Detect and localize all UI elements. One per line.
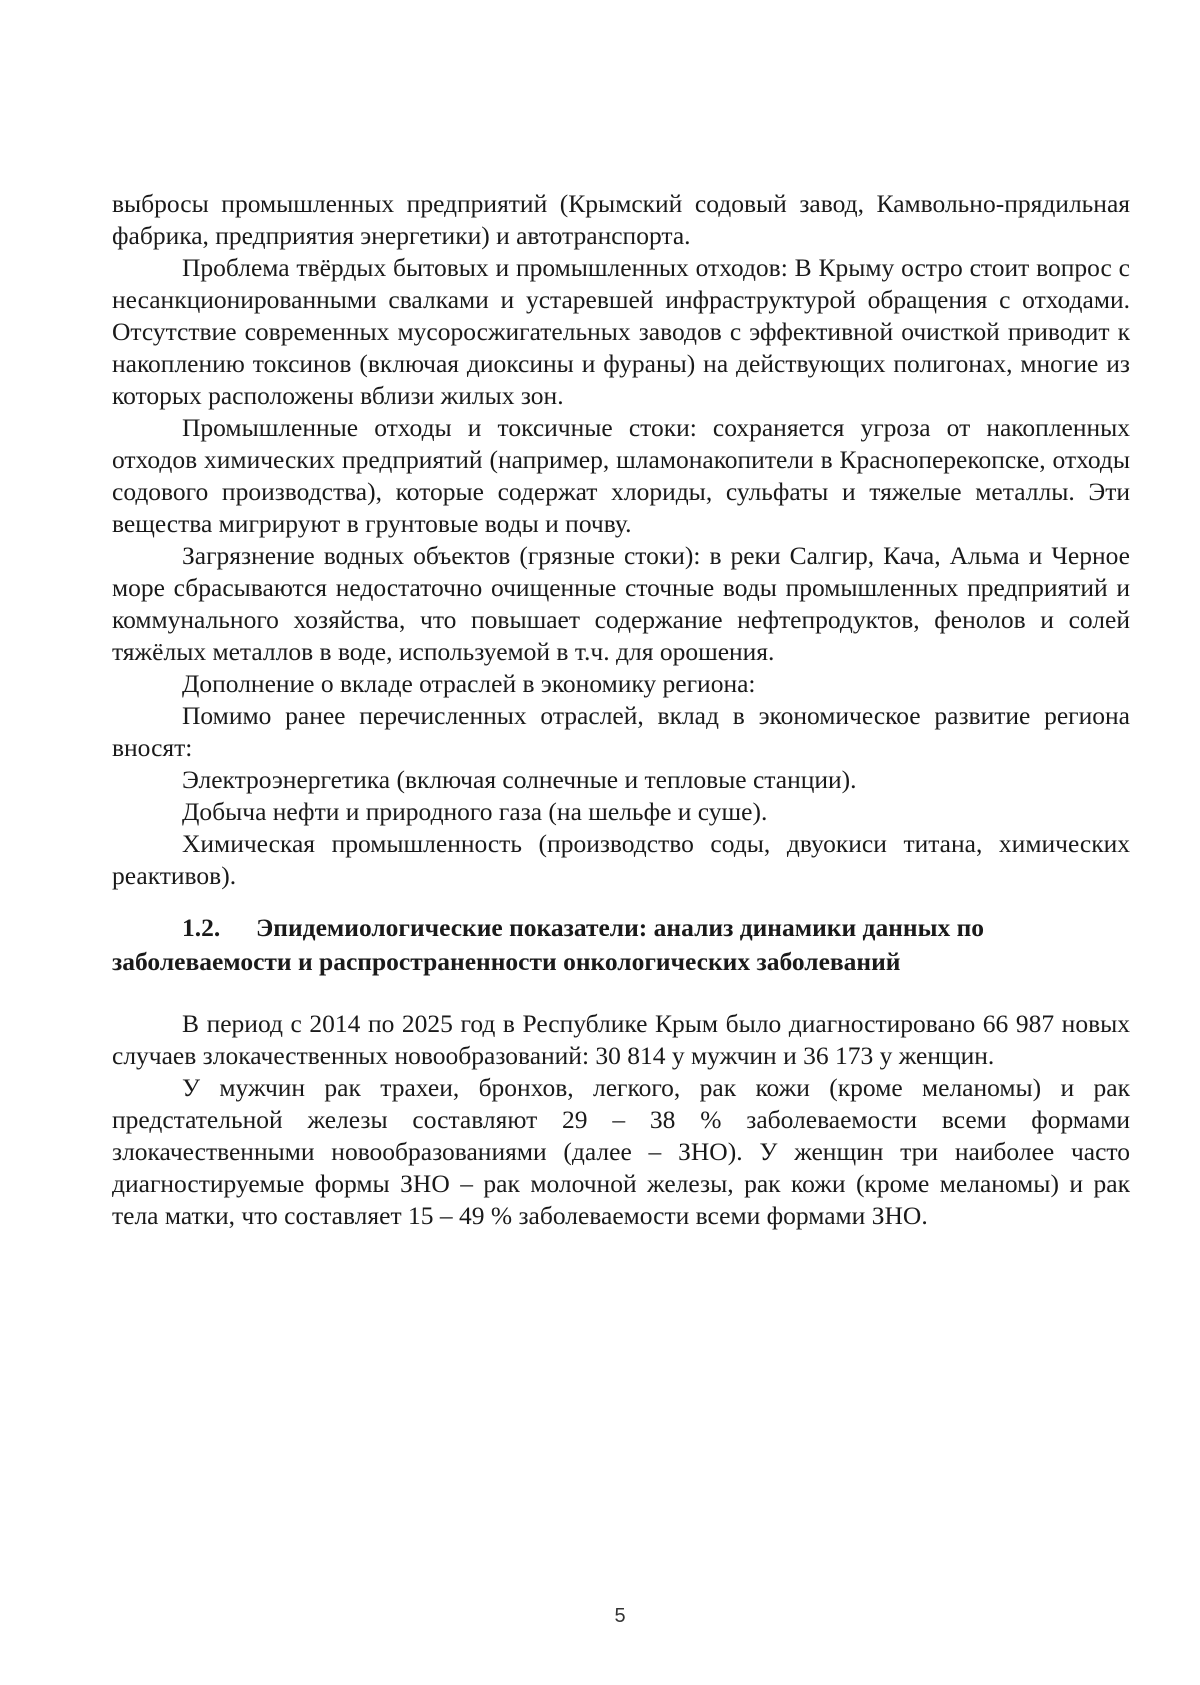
paragraph-oil-gas: Добыча нефти и природного газа (на шельфе и суше). <box>182 797 768 826</box>
page-number: 5 <box>614 1605 626 1627</box>
paragraph-cancer-forms: У мужчин рак трахеи, бронхов, легкого, рак кожи (кроме меланомы) и рак предстательной железы составляют 29 – 38 % заболеваемости всеми формами злокачественными новообразованиями (далее – ЗНО). У женщин три наиболее часто диагностируемые формы ЗНО – рак молочной железы, рак кожи (кроме меланомы) и рак тела матки, что составляет 15 – 49 % заболеваемости всеми формами ЗНО. <box>112 1073 1130 1230</box>
paragraph-economy-intro: Помимо ранее перечисленных отраслей, вклад в экономическое развитие региона вносят: <box>112 701 1130 762</box>
paragraph-water-pollution: Загрязнение водных объектов (грязные стоки): в реки Салгир, Кача, Альма и Черное море сбрасываются недостаточно очищенные сточные воды промышленных предприятий и коммунального хозяйства, что повышает содержание нефтепродуктов, фенолов и солей тяжёлых металлов в воде, используемой в т.ч. для орошения. <box>112 541 1130 666</box>
paragraph-solid-waste: Проблема твёрдых бытовых и промышленных отходов: В Крыму остро стоит вопрос с несанкционированными свалками и устаревшей инфраструктурой обращения с отходами. Отсутствие современных мусоросжигательных заводов с эффективной очисткой приводит к накоплению токсинов (включая диоксины и фураны) на действующих полигонах, многие из которых расположены вблизи жилых зон. <box>112 253 1130 410</box>
section-number: 1.2. <box>182 913 221 942</box>
paragraph-case-totals: В период с 2014 по 2025 год в Республике Крым было диагностировано 66 987 новых случаев злокачественных новообразований: 30 814 у мужчин и 36 173 у женщин. <box>112 1009 1130 1070</box>
paragraph-electric-power: Электроэнергетика (включая солнечные и тепловые станции). <box>182 765 857 794</box>
paragraph-chemical-industry: Химическая промышленность (производство соды, двуокиси титана, химических реактивов). <box>112 829 1130 890</box>
paragraph-economy-addendum: Дополнение о вкладе отраслей в экономику региона: <box>182 669 756 698</box>
text-block-environment <box>112 188 1130 892</box>
paragraph-industrial-waste: Промышленные отходы и токсичные стоки: сохраняется угроза от накопленных отходов химических предприятий (например, шламонакопители в Красноперекопске, отходы содового производства), которые содержат хлориды, сульфаты и тяжелые металлы. Эти вещества мигрируют в грунтовые воды и почву. <box>112 413 1130 538</box>
paragraph-emissions: выбросы промышленных предприятий (Крымский содовый завод, Камвольно-прядильная фабрика, предприятия энергетики) и автотранспорта. <box>112 189 1130 250</box>
text-block-epidemiology <box>112 1008 1130 1232</box>
section-heading <box>112 911 1130 979</box>
section-title: Эпидемиологические показатели: анализ динамики данных по заболеваемости и распространенности онкологических заболеваний <box>112 913 985 976</box>
